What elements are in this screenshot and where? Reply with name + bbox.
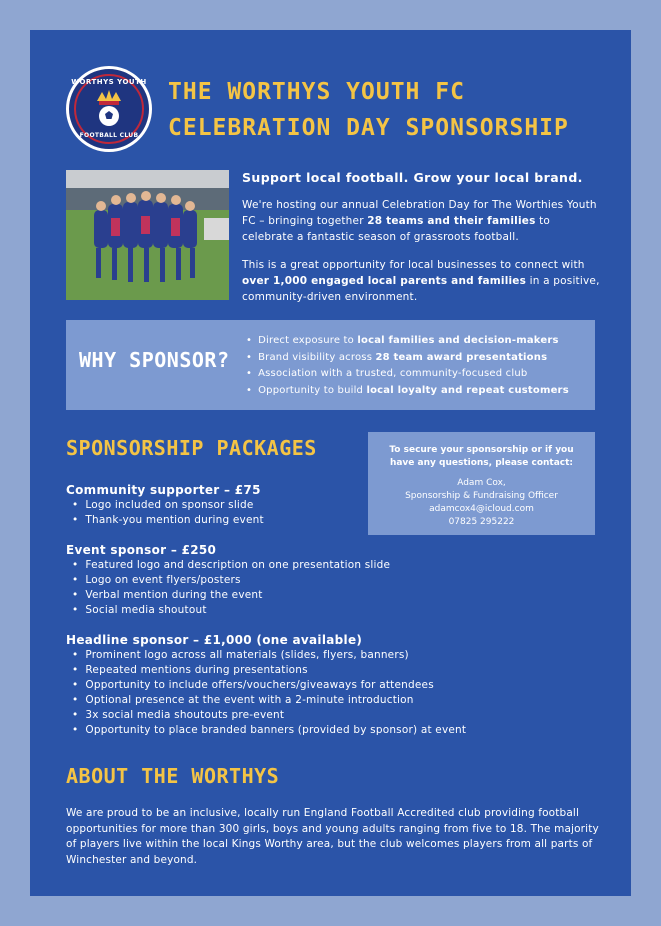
intro-paragraph-1 (242, 197, 602, 245)
list-item: • Opportunity to place branded banners (provided by sponsor) at event (72, 723, 566, 738)
team-huddle-photo (66, 170, 229, 300)
list-item: • Repeated mentions during presentations (72, 663, 566, 678)
why-sponsor-box (66, 320, 595, 410)
why-item-4-text: Opportunity to build (258, 384, 367, 396)
package-headline-title: Headline sponsor – £1,000 (one available) (66, 633, 363, 647)
package-event-title: Event sponsor – £250 (66, 543, 217, 557)
why-item-4-bold: local loyalty and repeat customers (366, 384, 569, 396)
package-headline-list (72, 648, 566, 738)
contact-email[interactable]: adamcox4@icloud.com (429, 504, 534, 514)
page-title (168, 74, 569, 146)
contact-role: Sponsorship & Fundraising Officer (405, 491, 558, 501)
package-community (66, 483, 566, 528)
title-line-1: THE WORTHYS YOUTH FC (168, 79, 465, 105)
package-event (66, 543, 566, 618)
package-community-list (72, 498, 566, 528)
about-heading: ABOUT THE WORTHYS (66, 764, 280, 788)
crown-football-crest-icon (94, 89, 124, 127)
contact-lead: To secure your sponsorship or if you have any questions, please contact: (389, 445, 574, 468)
why-item-1-bold: local families and decision-makers (357, 335, 559, 346)
logo-text-top: WORTHYS YOUTH (71, 78, 147, 86)
why-sponsor-heading: WHY SPONSOR? (79, 348, 230, 372)
list-item: • Thank-you mention during event (72, 513, 566, 528)
intro-p1-text-a: We're hosting our annual Celebration Day for The Worthies Youth FC – bringing together (242, 199, 597, 227)
why-sponsor-list (246, 333, 569, 399)
intro-p1-bold: 28 teams and their families (367, 215, 536, 227)
list-item: • Prominent logo across all materials (slides, flyers, banners) (72, 648, 566, 663)
contact-phone[interactable]: 07825 295222 (448, 517, 515, 527)
flyer-page (30, 30, 631, 896)
list-item: • Optional presence at the event with a 2-minute introduction (72, 693, 566, 708)
why-item-2-bold: 28 team award presentations (375, 351, 548, 363)
title-line-2: CELEBRATION DAY SPONSORSHIP (168, 115, 569, 141)
package-community-title: Community supporter – £75 (66, 483, 261, 497)
intro-p2-text-c: in a positive, community-driven environment. (242, 275, 600, 303)
club-logo (66, 66, 152, 152)
intro-p1-text-c: to celebrate a fantastic season of grassroots football. (242, 215, 551, 243)
contact-name: Adam Cox, (457, 478, 506, 488)
list-item: • 3x social media shoutouts pre-event (72, 708, 566, 723)
package-event-list (72, 558, 566, 618)
list-item: • Opportunity to include offers/vouchers/giveaways for attendees (72, 678, 566, 693)
logo-text-bottom: FOOTBALL CLUB (79, 132, 139, 139)
intro-paragraph-2 (242, 257, 602, 305)
why-item-4 (246, 383, 569, 400)
why-item-1-text: Direct exposure to (258, 335, 358, 346)
why-item-2-text: Brand visibility across (258, 351, 376, 363)
intro-section (242, 170, 602, 317)
intro-heading: Support local football. Grow your local brand. (242, 170, 583, 185)
list-item: • Featured logo and description on one presentation slide (72, 558, 566, 573)
list-item: • Logo on event flyers/posters (72, 573, 566, 588)
list-item: • Social media shoutout (72, 603, 566, 618)
list-item: • Verbal mention during the event (72, 588, 566, 603)
why-item-3: • Association with a trusted, community-focused club (246, 366, 569, 383)
intro-p2-text-a: This is a great opportunity for local businesses to connect with (242, 259, 585, 271)
intro-p2-bold: over 1,000 engaged local parents and families (242, 275, 527, 287)
about-text: We are proud to be an inclusive, locally run England Football Accredited club providing football opportunities for more than 300 girls, boys and young adults ranging from five to 18. The majority of players live within the local Kings Worthy area, but the club welcomes players from all parts of Winchester and beyond. (66, 807, 599, 866)
package-headline (66, 633, 566, 738)
why-item-2 (246, 350, 569, 367)
list-item: • Logo included on sponsor slide (72, 498, 566, 513)
packages-heading: SPONSORSHIP PACKAGES (66, 436, 317, 460)
why-item-1 (246, 333, 569, 350)
